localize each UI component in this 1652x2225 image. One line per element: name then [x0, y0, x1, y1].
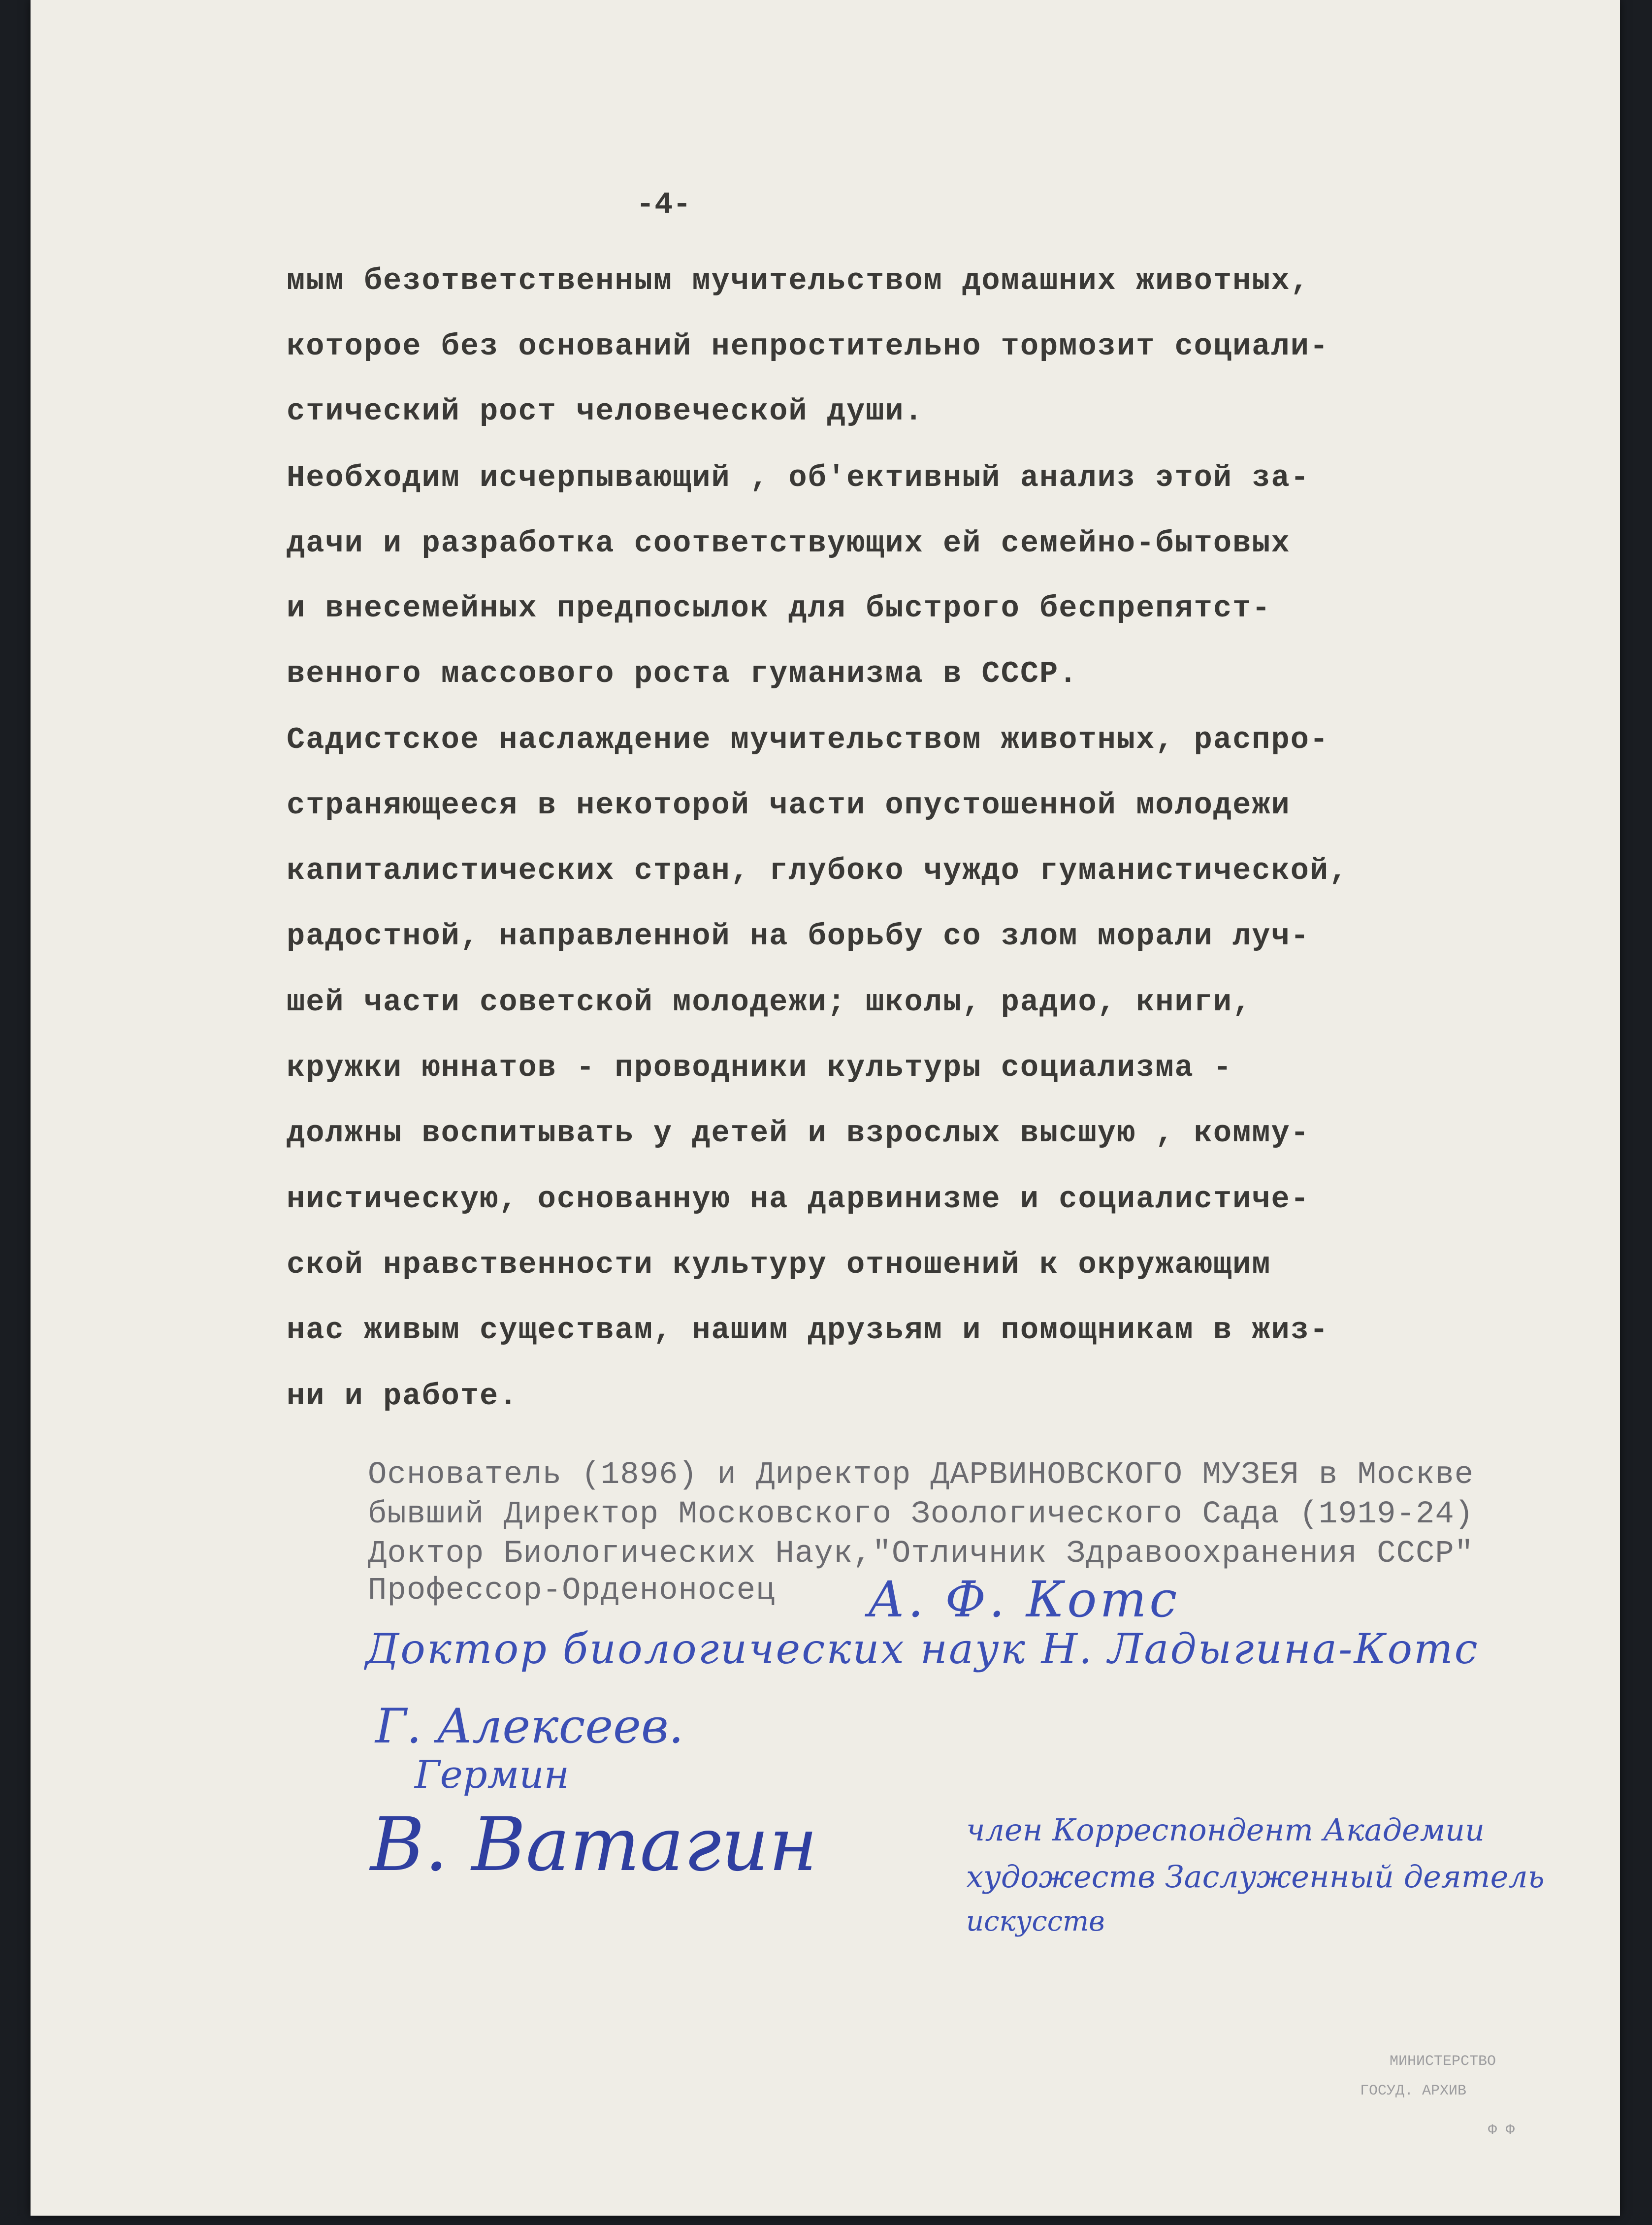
- body-line: мым безответственным мучительством домашних животных,: [287, 263, 1310, 298]
- body-line: венного массового роста гуманизма в СССР.: [287, 656, 1078, 691]
- body-line: кружки юннатов - проводники культуры социализма -: [287, 1050, 1233, 1085]
- title-stamp-line: Доктор Биологических Наук,"Отличник Здравоохранения СССР": [368, 1536, 1474, 1572]
- archive-stamp-line: ГОСУД. АРХИВ: [1360, 2083, 1467, 2099]
- body-line: Необходим исчерпывающий , об'ективный анализ этой за-: [287, 460, 1310, 495]
- body-line: и внесемейных предпосылок для быстрого беспрепятст-: [287, 591, 1271, 626]
- body-line: шей части советской молодежи; школы, радио, книги,: [287, 985, 1252, 1020]
- signature-vatagin-title: искусств: [966, 1905, 1105, 1937]
- title-stamp-line: Основатель (1896) и Директор ДАРВИНОВСКОГО МУЗЕЯ в Москве: [368, 1457, 1474, 1493]
- body-line: нистическую, основанную на дарвинизме и социалистиче-: [287, 1182, 1310, 1217]
- body-line: нас живым существам, нашим друзьям и помощникам в жиз-: [287, 1313, 1329, 1348]
- signature-germany: Гермин: [415, 1753, 570, 1797]
- body-line: дачи и разработка соответствующих ей семейно-бытовых: [287, 526, 1291, 561]
- signature-kohts: А. Ф. Котс: [868, 1571, 1180, 1628]
- signature-ladygina-kohts: Доктор биологических наук Н. Ладыгина-Котс: [365, 1625, 1479, 1673]
- title-stamp-line: бывший Директор Московского Зоологического Сада (1919-24): [368, 1497, 1474, 1532]
- body-line: должны воспитывать у детей и взрослых высшую , комму-: [287, 1116, 1310, 1151]
- signature-vatagin: В. Ватагин: [370, 1802, 818, 1888]
- signature-vatagin-title: художеств Заслуженный деятель: [966, 1859, 1545, 1895]
- body-line: Садистское наслаждение мучительством животных, распро-: [287, 722, 1329, 757]
- archive-stamp-line: МИНИСТЕРСТВО: [1390, 2053, 1496, 2070]
- document-page: [31, 0, 1620, 2216]
- archive-stamp-line: Ф Ф: [1488, 2122, 1515, 2139]
- title-stamp-line: Профессор-Орденоносец: [368, 1573, 776, 1609]
- body-line: капиталистических стран, глубоко чуждо гуманистической,: [287, 853, 1349, 888]
- body-line: ской нравственности культуру отношений к окружающим: [287, 1247, 1271, 1282]
- signature-alekseev: Г. Алексеев.: [375, 1699, 684, 1754]
- archive-stamp: [1330, 2043, 1547, 2157]
- body-line: стический рост человеческой души.: [287, 394, 924, 429]
- body-line: страняющееся в некоторой части опустошенной молодежи: [287, 788, 1291, 823]
- body-line: ни и работе.: [287, 1379, 518, 1414]
- page-number: -4-: [636, 187, 691, 222]
- body-line: которое без оснований непростительно тормозит социали-: [287, 329, 1329, 364]
- signature-vatagin-title: член Корреспондент Академии: [966, 1812, 1485, 1848]
- body-line: радостной, направленной на борьбу со злом морали луч-: [287, 919, 1310, 954]
